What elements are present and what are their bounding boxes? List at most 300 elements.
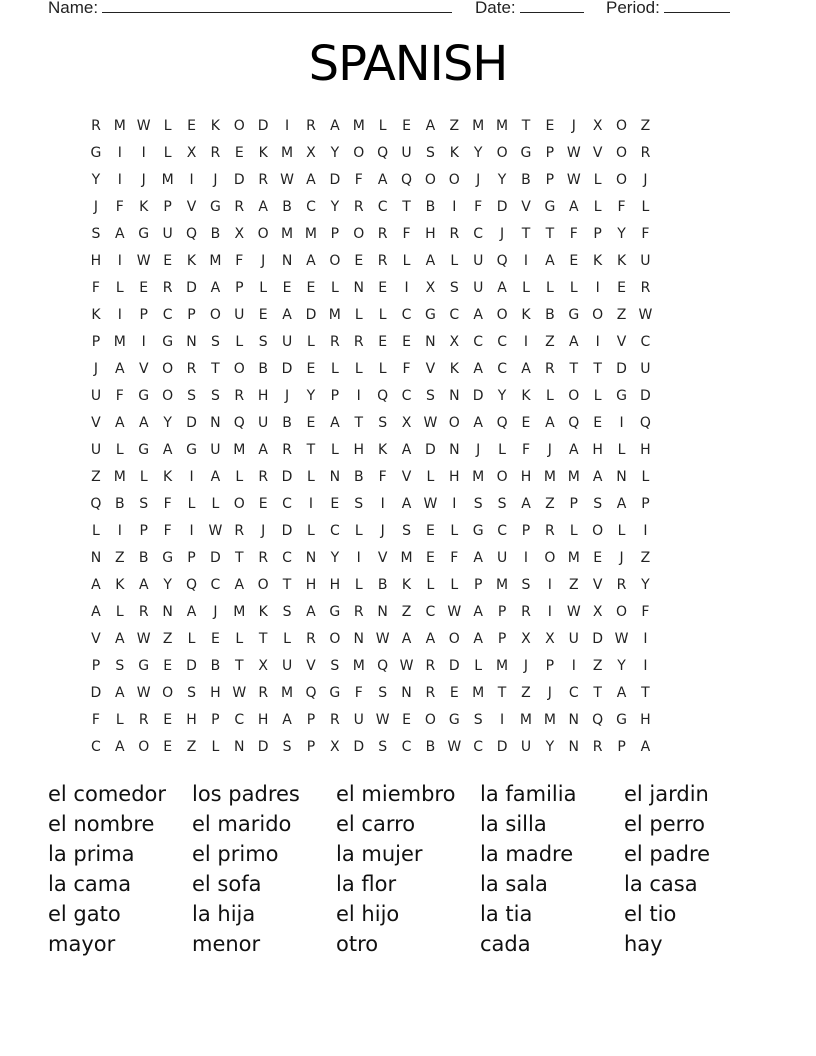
grid-letter: D [186,415,197,431]
grid-letter: P [306,739,316,755]
grid-letter: S [521,577,531,593]
grid-letter: K [258,145,268,161]
grid-letter: W [566,604,581,620]
grid-letter: I [595,334,600,350]
word-bank-item: el marido [192,812,292,836]
grid-letter: D [186,658,197,674]
period-field[interactable] [606,0,730,18]
grid-letter: M [496,118,509,134]
grid-letter: I [141,334,146,350]
grid-letter: W [399,658,414,674]
grid-letter: L [378,361,387,377]
grid-letter: R [377,253,388,269]
grid-letter: F [115,199,124,215]
grid-letter: A [115,361,125,377]
grid-letter: F [115,388,124,404]
grid-letter: O [257,226,269,242]
grid-letter: I [117,253,122,269]
grid-letter: K [449,361,459,377]
grid-letter: I [404,280,409,296]
grid-letter: A [234,577,245,593]
grid-letter: A [425,253,436,269]
grid-letter: B [210,658,221,674]
grid-letter: M [281,685,294,701]
grid-letter: L [498,442,506,458]
grid-letter: Z [545,496,555,512]
grid-letter: Q [592,712,604,728]
grid-letter: L [354,307,363,323]
grid-letter: U [473,253,484,269]
grid-letter: E [163,658,173,674]
grid-letter: E [306,361,316,377]
grid-letter: Y [330,199,340,215]
grid-letter: X [592,604,603,620]
grid-letter: A [306,604,316,620]
grid-letter: O [568,388,580,404]
grid-letter: G [329,604,341,620]
grid-letter: R [425,685,436,701]
grid-letter: U [640,253,651,269]
grid-letter: L [235,469,244,485]
grid-letter: S [449,280,459,296]
grid-letter: C [282,496,292,512]
grid-letter: U [234,307,245,323]
grid-letter: L [450,523,459,539]
grid-letter: V [616,334,627,350]
grid-row [84,194,657,221]
grid-letter: S [210,388,220,404]
grid-letter: P [139,307,148,323]
grid-letter: O [616,604,628,620]
grid-letter: T [641,685,650,701]
grid-letter: B [258,361,268,377]
grid-letter: D [233,172,245,188]
word-bank-item: el carro [336,812,416,836]
grid-letter: Y [306,388,316,404]
word-bank-item: la cama [48,872,132,896]
grid-letter: D [90,685,102,701]
grid-letter: L [307,469,315,485]
grid-letter: E [402,334,411,350]
grid-letter: L [354,577,363,593]
grid-letter: W [566,172,581,188]
grid-letter: S [425,388,435,404]
word-bank-item: el sofa [192,872,262,896]
grid-letter: L [593,172,602,188]
grid-letter: N [353,631,364,647]
grid-letter: W [232,685,247,701]
grid-letter: Y [330,145,340,161]
grid-letter: A [162,442,173,458]
grid-letter: P [617,739,626,755]
grid-letter: L [450,253,459,269]
grid-letter: S [497,496,507,512]
grid-letter: A [425,118,436,134]
grid-letter: A [306,253,316,269]
grid-letter: L [139,469,148,485]
grid-row [84,113,657,140]
grid-letter: G [138,226,150,242]
grid-letter: D [305,307,317,323]
grid-letter: I [308,496,314,512]
grid-letter: L [307,334,315,350]
grid-letter: W [375,712,390,728]
grid-letter: J [141,172,146,188]
grid-letter: Y [163,577,172,593]
grid-letter: D [257,739,269,755]
grid-letter: D [281,361,293,377]
grid-letter: G [544,199,556,215]
grid-letter: E [425,550,435,566]
grid-letter: I [547,577,552,593]
grid-letter: P [473,577,483,593]
grid-letter: D [448,658,460,674]
word-bank-item: la tia [480,902,533,926]
grid-letter: S [354,496,364,512]
word-bank-item: el padre [624,842,711,866]
grid-letter: M [233,604,246,620]
grid-letter: R [186,361,197,377]
grid-letter: A [568,442,579,458]
grid-letter: U [473,280,484,296]
grid-letter: F [641,604,650,620]
word-bank-item: el tio [624,902,677,926]
grid-letter: Z [91,469,101,485]
grid-letter: H [640,712,651,728]
grid-letter: P [497,631,507,647]
grid-letter: X [186,145,197,161]
grid-letter: L [569,523,578,539]
grid-letter: F [163,496,172,512]
word-bank-item: menor [192,932,261,956]
word-bank-item: mayor [48,932,116,956]
grid-letter: C [91,739,101,755]
grid-letter: H [90,253,102,269]
word-bank-item: la prima [48,842,135,866]
grid-letter: I [356,388,361,404]
grid-letter: I [452,496,457,512]
grid-letter: A [138,415,149,431]
grid-letter: E [378,280,388,296]
grid-letter: L [378,307,387,323]
grid-letter: O [257,577,269,593]
date-field[interactable] [475,0,584,18]
grid-letter: T [402,199,411,215]
grid-letter: N [568,712,579,728]
word-bank [48,779,768,959]
grid-letter: O [592,523,604,539]
grid-letter: A [521,361,531,377]
grid-letter: F [91,280,100,296]
grid-letter: K [401,577,412,593]
grid-letter: S [378,685,388,701]
grid-letter: L [235,334,244,350]
grid-letter: M [113,118,126,134]
grid-letter: S [425,145,435,161]
grid-letter: R [640,145,651,161]
grid-letter: H [305,577,317,593]
grid-letter: R [353,604,364,620]
grid-letter: A [568,199,579,215]
grid-letter: M [352,118,365,134]
grid-letter: Z [401,604,412,620]
grid-letter: B [282,415,292,431]
grid-letter: I [523,253,529,269]
grid-letter: R [258,469,269,485]
grid-letter: N [210,415,221,431]
grid-letter: F [91,712,100,728]
grid-letter: A [401,496,412,512]
grid-letter: E [521,415,531,431]
grid-letter: O [496,145,508,161]
grid-letter: G [186,442,197,458]
grid-letter: J [643,172,648,188]
grid-letter: P [593,226,602,242]
grid-letter: R [329,334,340,350]
grid-letter: R [282,442,292,458]
grid-letter: G [329,685,341,701]
grid-letter: F [474,199,483,215]
word-bank-item: hay [624,932,663,956]
grid-letter: U [640,361,651,377]
grid-letter: L [402,253,411,269]
name-blank-line[interactable] [102,0,452,13]
grid-letter: O [496,307,508,323]
grid-letter: H [520,469,532,485]
grid-row [84,275,657,302]
grid-letter: R [138,712,149,728]
grid-letter: I [285,118,290,134]
grid-letter: F [354,172,363,188]
grid-letter: L [545,388,554,404]
grid-letter: E [187,118,196,134]
page-title: SPANISH [308,36,508,92]
grid-letter: P [91,334,101,350]
grid-letter: R [258,550,269,566]
grid-letter: P [306,712,316,728]
grid-letter: L [163,118,172,134]
grid-letter: A [640,739,651,755]
grid-letter: J [261,253,266,269]
grid-letter: R [91,118,101,134]
grid-letter: G [616,712,627,728]
grid-letter: J [476,172,481,188]
grid-letter: L [426,577,435,593]
grid-letter: L [545,280,554,296]
grid-letter: I [117,145,122,161]
grid-letter: M [113,469,126,485]
grid-letter: W [447,739,462,755]
grid-row [84,383,657,410]
grid-letter: J [547,442,552,458]
grid-letter: R [353,199,364,215]
grid-letter: D [425,442,436,458]
word-bank-item: el gato [48,902,121,926]
grid-letter: L [641,469,650,485]
grid-letter: T [354,415,364,431]
grid-letter: O [209,307,221,323]
grid-letter: O [233,496,245,512]
grid-letter: U [568,631,579,647]
grid-letter: L [617,523,626,539]
grid-letter: A [330,415,340,431]
grid-row [84,518,657,545]
grid-letter: K [449,145,459,161]
grid-letter: Q [401,172,413,188]
grid-letter: S [473,712,483,728]
grid-letter: O [162,685,174,701]
grid-letter: P [330,388,340,404]
grid-letter: Y [545,739,555,755]
grid-letter: M [161,172,174,188]
grid-letter: L [450,577,459,593]
grid-letter: N [425,334,436,350]
grid-letter: X [592,118,603,134]
grid-letter: Z [640,118,651,134]
grid-letter: C [497,523,507,539]
grid-letter: N [305,550,317,566]
grid-letter: A [521,496,531,512]
grid-letter: W [136,253,151,269]
grid-letter: A [330,118,340,134]
grid-letter: O [592,307,604,323]
grid-letter: F [450,550,459,566]
grid-letter: M [472,469,485,485]
grid-letter: S [282,739,292,755]
grid-letter: Z [640,550,651,566]
grid-letter: Z [545,334,555,350]
grid-letter: X [449,334,460,350]
period-blank-line[interactable] [664,0,730,13]
grid-letter: B [425,199,436,215]
grid-letter: M [496,577,509,593]
grid-letter: A [401,442,412,458]
grid-letter: V [91,415,101,431]
grid-letter: R [521,604,531,620]
grid-letter: I [571,658,576,674]
grid-letter: M [543,712,556,728]
grid-letter: U [281,334,293,350]
grid-letter: C [234,712,245,728]
grid-letter: B [282,199,292,215]
grid-row [84,437,657,464]
name-label: Name: [48,0,99,17]
word-bank-item: la hija [192,902,256,926]
word-bank-item: el hijo [336,902,400,926]
grid-letter: E [569,253,579,269]
grid-letter: L [378,118,387,134]
grid-letter: N [186,334,197,350]
grid-letter: T [521,226,531,242]
grid-letter: F [521,442,530,458]
grid-letter: H [592,442,603,458]
grid-letter: N [90,550,102,566]
grid-letter: D [496,739,508,755]
grid-letter: W [208,523,223,539]
name-field[interactable] [48,0,452,18]
grid-letter: Y [617,658,626,674]
grid-row [84,356,657,383]
grid-letter: B [353,469,364,485]
grid-letter: C [377,199,388,215]
grid-letter: P [163,199,172,215]
grid-letter: U [353,712,364,728]
grid-letter: P [211,712,220,728]
grid-letter: A [91,604,101,620]
grid-letter: V [592,145,603,161]
grid-letter: N [449,442,460,458]
grid-letter: L [115,604,124,620]
grid-letter: O [448,415,460,431]
grid-letter: E [258,307,268,323]
grid-letter: O [162,388,174,404]
grid-letter: Q [377,658,389,674]
grid-letter: I [189,469,194,485]
grid-letter: R [234,199,245,215]
grid-letter: D [616,361,627,377]
grid-letter: O [233,118,245,134]
grid-letter: P [497,604,507,620]
grid-letter: Q [185,226,198,242]
date-blank-line[interactable] [520,0,584,13]
grid-letter: O [448,631,460,647]
grid-letter: M [113,334,126,350]
grid-letter: A [473,631,483,647]
grid-letter: F [354,685,363,701]
grid-letter: X [330,739,340,755]
grid-letter: I [117,307,122,323]
grid-letter: A [592,469,603,485]
grid-letter: A [425,631,436,647]
grid-letter: H [186,712,197,728]
grid-row [84,167,657,194]
grid-letter: O [616,118,628,134]
grid-letter: U [496,550,508,566]
grid-letter: Y [330,550,340,566]
grid-letter: N [329,469,341,485]
grid-letter: I [523,334,529,350]
grid-letter: A [545,253,555,269]
grid-row [84,599,657,626]
grid-letter: Q [185,577,198,593]
grid-letter: Z [592,658,603,674]
grid-letter: O [424,712,436,728]
grid-letter: K [163,469,173,485]
grid-letter: I [141,145,146,161]
grid-letter: A [115,685,125,701]
grid-letter: O [353,226,365,242]
grid-letter: B [138,550,149,566]
grid-letter: V [186,199,197,215]
grid-letter: I [117,172,122,188]
grid-letter: S [91,226,101,242]
grid-letter: H [210,685,221,701]
grid-letter: D [640,388,651,404]
grid-letter: L [259,280,268,296]
grid-letter: L [115,712,124,728]
grid-letter: L [163,145,172,161]
grid-letter: A [186,604,197,620]
grid-letter: C [449,307,460,323]
grid-letter: J [93,199,99,215]
grid-letter: A [115,739,125,755]
grid-letter: R [162,280,173,296]
grid-letter: T [235,550,244,566]
grid-letter: Q [305,685,317,701]
grid-letter: A [568,334,579,350]
grid-letter: W [614,631,629,647]
grid-letter: L [330,442,339,458]
